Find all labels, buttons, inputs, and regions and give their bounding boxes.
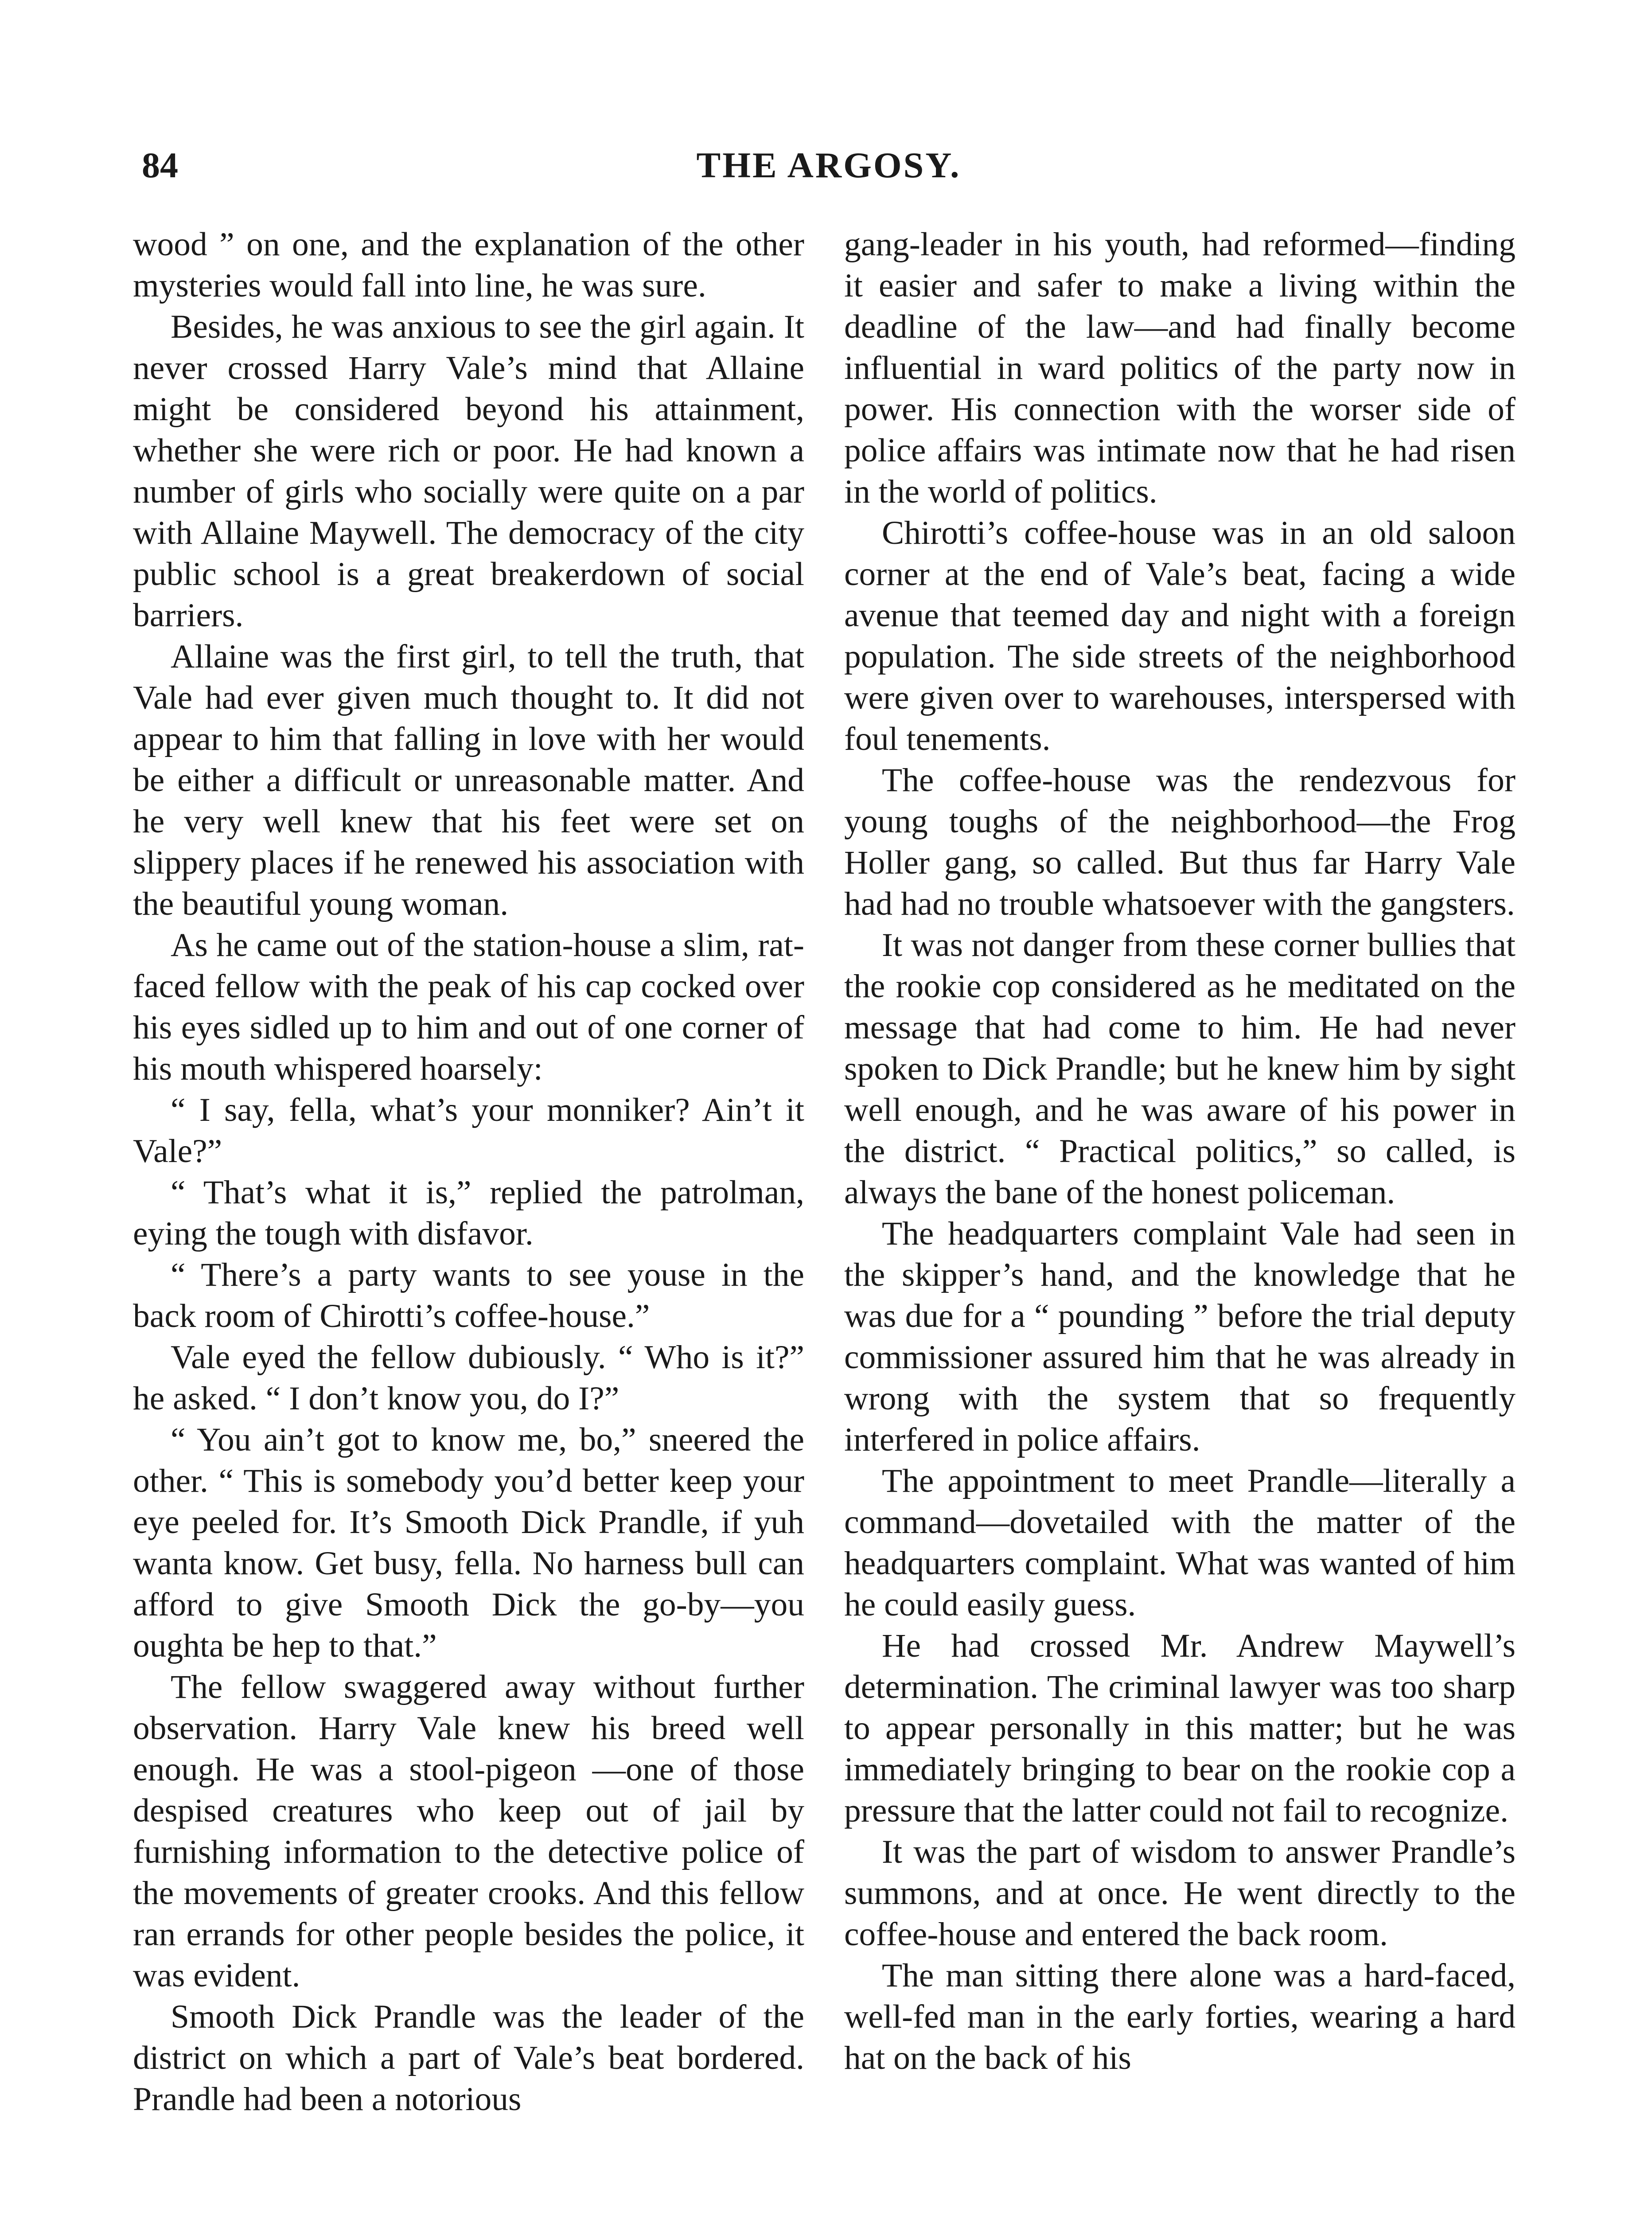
paragraph: The coffee-house was the rendezvous for young toughs of the neighborhood—the Frog Holler gang, so called. But thus far Harry Vale had had no trouble whatsoever with the gangsters. <box>844 762 1516 922</box>
right-column <box>844 224 1516 2079</box>
page-number: 84 <box>142 145 178 185</box>
paragraph: Vale eyed the fellow dubiously. “ Who is it?” he asked. “ I don’t know you, do I?” <box>133 1339 804 1417</box>
left-column <box>133 224 804 2120</box>
paragraph: The man sitting there alone was a hard-faced, well-fed man in the early forties, wearing a hard hat on the back of his <box>844 1957 1516 2076</box>
paragraph: The headquarters complaint Vale had seen in the skipper’s hand, and the knowledge that he was due for a “ pounding ” before the trial deputy commissioner assured him that he was already in wrong with the system that so frequently interfered in police affairs. <box>844 1215 1516 1458</box>
paragraph: Smooth Dick Prandle was the leader of the district on which a part of Vale’s beat bordered. Prandle had been a notorious <box>133 1998 804 2118</box>
paragraph: gang-leader in his youth, had reformed—finding it easier and safer to make a living within the deadline of the law—and had finally become influential in ward politics of the party now in power. His connection with the worser side of police affairs was intimate now that he had risen in the world of politics. <box>844 226 1516 510</box>
paragraph: Besides, he was anxious to see the girl again. It never crossed Harry Vale’s mind that Allaine might be considered beyond his attainment, whether she were rich or poor. He had known a number of girls who socially were quite on a par with Allaine Maywell. The democracy of the city public school is a great breakerdown of social barriers. <box>133 308 804 634</box>
paragraph: wood ” on one, and the explanation of the other mysteries would fall into line, he was sure. <box>133 226 804 304</box>
paragraph: It was not danger from these corner bullies that the rookie cop considered as he meditated on the message that had come to him. He had never spoken to Dick Prandle; but he knew him by sight well enough, and he was aware of his power in the district. “ Practical politics,” so called, is always the bane of the honest policeman. <box>844 927 1516 1211</box>
paragraph: “ There’s a party wants to see youse in the back room of Chirotti’s coffee-house.” <box>133 1256 804 1334</box>
paragraph: The appointment to meet Prandle—literally a command—dovetailed with the matter of the headquarters complaint. What was wanted of him he could easily guess. <box>844 1463 1516 1623</box>
paragraph: Allaine was the first girl, to tell the truth, that Vale had ever given much thought to. It did not appear to him that falling in love with her would be either a difficult or unreasonable matter. And he very well knew that his feet were set on slippery places if he renewed his association with the beautiful young woman. <box>133 638 804 922</box>
paragraph: It was the part of wisdom to answer Prandle’s summons, and at once. He went directly to the coffee-house and entered the back room. <box>844 1834 1516 1953</box>
running-head: THE ARGOSY. <box>696 145 961 185</box>
paragraph: As he came out of the station-house a slim, rat-faced fellow with the peak of his cap cocked over his eyes sidled up to him and out of one corner of his mouth whispered hoarsely: <box>133 927 804 1087</box>
paragraph: Chirotti’s coffee-house was in an old saloon corner at the end of Vale’s beat, facing a wide avenue that teemed day and night with a foreign population. The side streets of the neighborhood were given over to warehouses, interspersed with foul tenements. <box>844 515 1516 757</box>
paragraph: He had crossed Mr. Andrew Maywell’s determination. The criminal lawyer was too sharp to appear personally in this matter; but he was immediately bringing to bear on the rookie cop a pressure that the latter could not fail to recognize. <box>844 1627 1516 1829</box>
page-header <box>142 141 1516 190</box>
paragraph: The fellow swaggered away without further observation. Harry Vale knew his breed well enough. He was a stool-pigeon —one of those despised creatures who keep out of jail by furnishing information to the detective police of the movements of greater crooks. And this fellow ran errands for other people besides the police, it was evident. <box>133 1669 804 1994</box>
paragraph: “ I say, fella, what’s your monniker? Ain’t it Vale?” <box>133 1092 804 1170</box>
paragraph: “ You ain’t got to know me, bo,” sneered the other. “ This is somebody you’d better keep your eye peeled for. It’s Smooth Dick Prandle, if yuh wanta know. Get busy, fella. No harness bull can afford to give Smooth Dick the go-by—you oughta be hep to that.” <box>133 1421 804 1664</box>
paragraph: “ That’s what it is,” replied the patrolman, eying the tough with disfavor. <box>133 1174 804 1252</box>
